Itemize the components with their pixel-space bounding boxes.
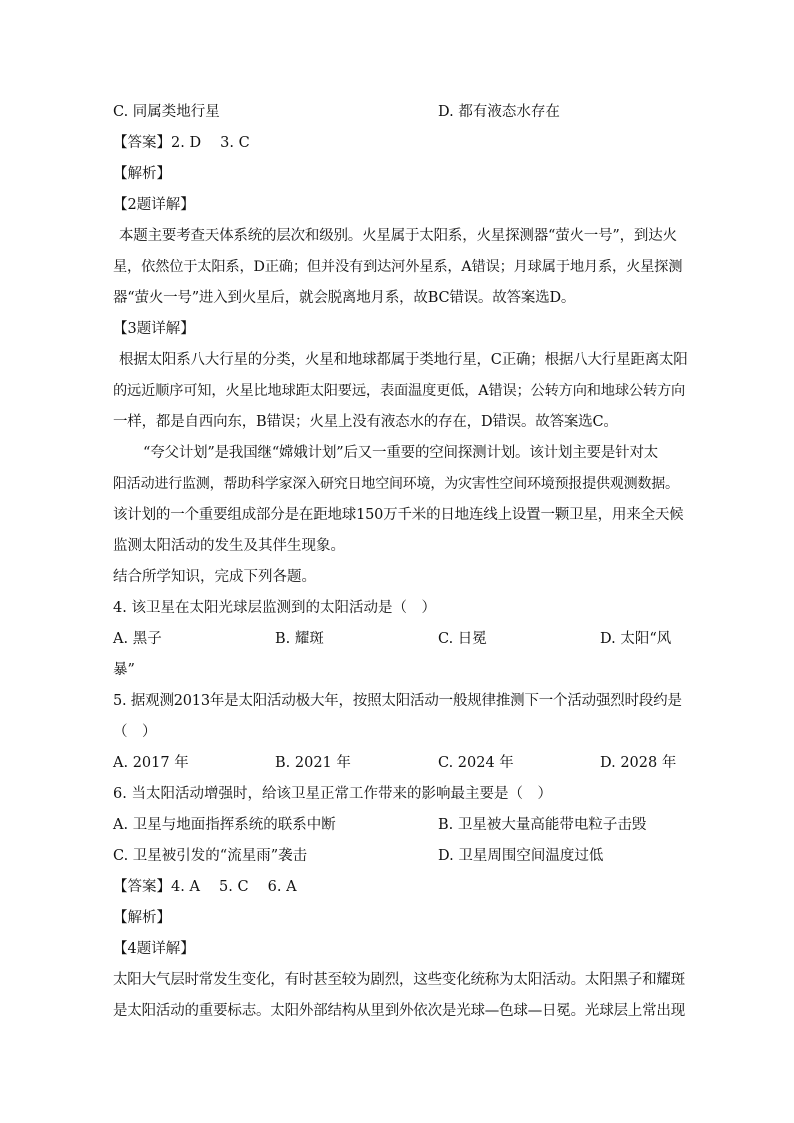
q6-stem: 6. 当太阳活动增强时，给该卫星正常工作带来的影响最主要是（ ） [113,786,552,802]
q5-stem-continued: （ ） [113,724,157,740]
q4-option-d: D. 太阳“风 [600,631,672,647]
q3-detail-line-2: 的远近顺序可知，火星比地球距太阳要远，表面温度更低，A错误；公转方向和地球公转方向 [113,383,686,399]
q4-detail-heading: 【4题详解】 [113,941,195,957]
answer-2-3: 【答案】2. D 3. C [113,135,250,151]
passage-line-4: 监测太阳活动的发生及其伴生现象。 [113,538,345,554]
q3-detail-line-1: 根据太阳系八大行星的分类，火星和地球都属于类地行星，C正确；根据八大行星距离太阳 [119,352,688,368]
q3-detail-line-3: 一样，都是自西向东，B错误；火星上没有液态水的存在，D错误。故答案选C。 [113,414,618,430]
q5-option-d: D. 2028 年 [600,755,677,771]
q3-option-d: D. 都有液态水存在 [438,104,560,120]
q3-option-c: C. 同属类地行星 [113,104,220,120]
q2-detail-line-1: 本题主要考查天体系统的层次和级别。火星属于太阳系，火星探测器“萤火一号”，到达火 [119,228,677,244]
q6-option-a: A. 卫星与地面指挥系统的联系中断 [113,817,336,833]
analysis-heading-2: 【解析】 [113,910,171,926]
q4-detail-line-1: 太阳大气层时常发生变化，有时甚至较为剧烈，这些变化统称为太阳活动。太阳黑子和耀斑 [113,972,685,988]
passage-instruction: 结合所学知识，完成下列各题。 [113,569,316,585]
q2-detail-line-2: 星，依然位于太阳系，D正确；但并没有到达河外星系，A错误；月球属于地月系，火星探测 [113,259,683,275]
answer-4-5-6: 【答案】4. A 5. C 6. A [113,879,297,895]
passage-line-1: “夸父计划”是我国继“嫦娥计划”后又一重要的空间探测计划。该计划主要是针对太 [143,445,659,461]
q5-stem: 5. 据观测2013年是太阳活动极大年，按照太阳活动一般规律推测下一个活动强烈时段约是 [113,693,682,709]
q4-option-a: A. 黑子 [113,631,162,647]
q5-option-c: C. 2024 年 [438,755,514,771]
q2-detail-heading: 【2题详解】 [113,197,195,213]
passage-line-3: 该计划的一个重要组成部分是在距地球150万千米的日地连线上设置一颗卫星，用来全天候 [113,507,684,523]
q4-option-d-continued: 暴” [113,662,135,678]
q4-option-c: C. 日冕 [438,631,487,647]
q6-option-d: D. 卫星周围空间温度过低 [438,848,604,864]
q5-option-b: B. 2021 年 [275,755,351,771]
q6-option-c: C. 卫星被引发的“流星雨”袭击 [113,848,308,864]
q4-option-b: B. 耀斑 [275,631,324,647]
passage-line-2: 阳活动进行监测，帮助科学家深入研究日地空间环境，为灾害性空间环境预报提供观测数据。 [113,476,679,492]
q4-detail-line-2: 是太阳活动的重要标志。太阳外部结构从里到外依次是光球—色球—日冕。光球层上常出现 [113,1003,685,1019]
q5-option-a: A. 2017 年 [113,755,189,771]
q2-detail-line-3: 器“萤火一号”进入到火星后，就会脱离地月系，故BC错误。故答案选D。 [113,290,576,306]
q3-detail-heading: 【3题详解】 [113,321,195,337]
analysis-heading-1: 【解析】 [113,166,171,182]
q4-stem: 4. 该卫星在太阳光球层监测到的太阳活动是（ ） [113,600,436,616]
q6-option-b: B. 卫星被大量高能带电粒子击毁 [438,817,647,833]
